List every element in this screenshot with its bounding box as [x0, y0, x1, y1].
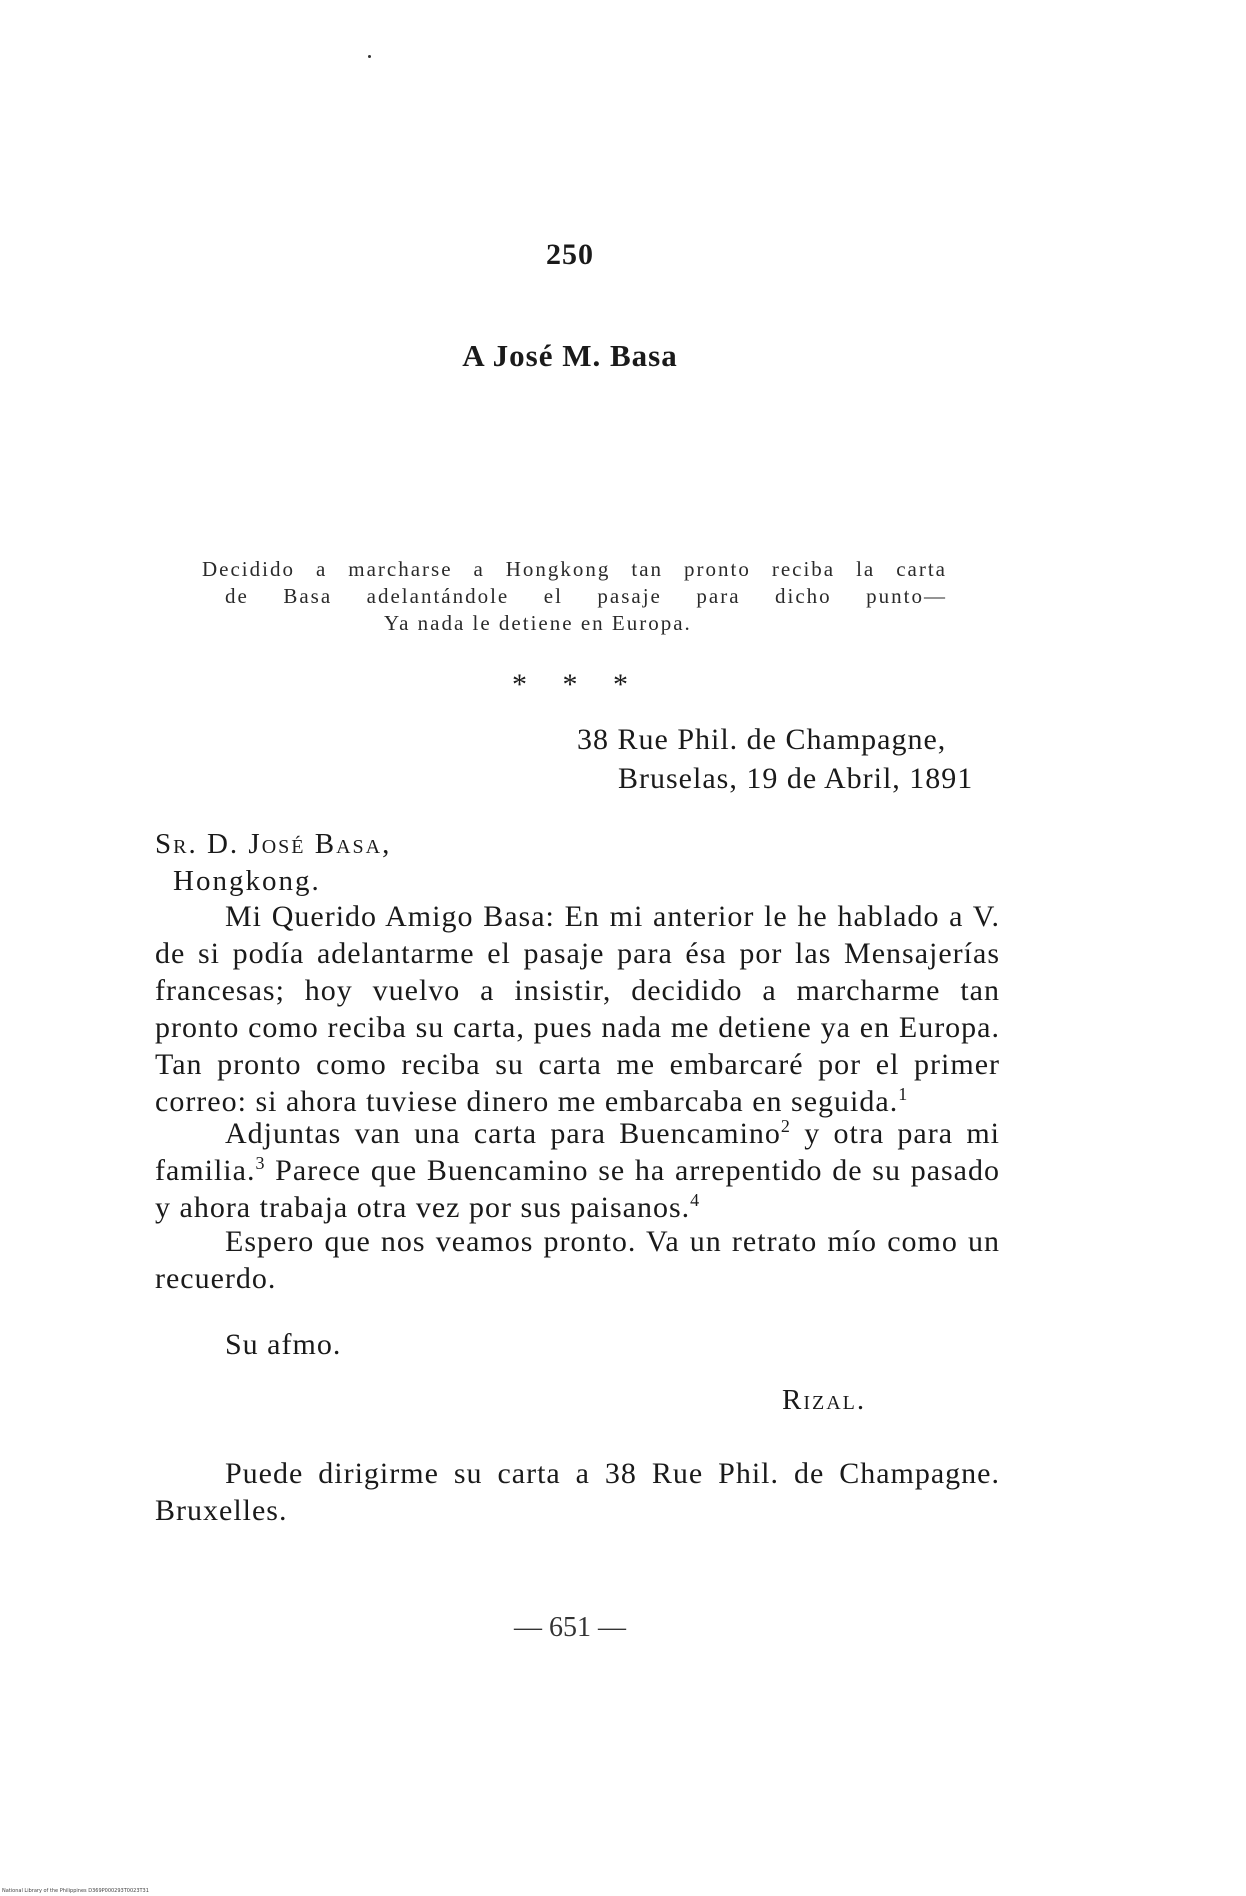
page-number: — 651 —: [514, 1612, 626, 1643]
scan-speck: [368, 55, 371, 58]
recipient-name: Sr. D. José Basa,: [155, 828, 392, 860]
letter-paragraph: [155, 1115, 1000, 1226]
letter-number: 250: [546, 238, 594, 271]
paragraph-text: y otra para mi familia.: [155, 1117, 1000, 1187]
address-street: 38 Rue Phil. de Champagne,: [577, 723, 947, 756]
footnote-marker: 1: [898, 1084, 909, 1104]
letter-summary: [202, 556, 947, 637]
signature: Rizal.: [782, 1384, 867, 1416]
summary-line: Decidido a marcharse a Hongkong tan pronto reciba la carta: [202, 557, 947, 581]
postscript: Puede dirigirme su carta a 38 Rue Phil. de Champagne. Bruxelles.: [155, 1457, 1000, 1527]
letter-paragraph: Espero que nos veamos pronto. Va un retrato mío como un recuerdo.: [155, 1225, 1000, 1295]
letter-paragraph: [155, 898, 1000, 1120]
footnote-marker: 3: [255, 1153, 266, 1173]
section-separator: * * *: [512, 668, 628, 701]
sender-address: [570, 720, 1000, 798]
summary-line: Ya nada le detiene en Europa.: [384, 611, 692, 635]
footnote-marker: 2: [780, 1116, 791, 1136]
letter-title: A José M. Basa: [462, 338, 678, 373]
paragraph-text: Parece que Buencamino se ha arrepentido de su pasado y ahora trabaja otra vez por sus paisanos.: [155, 1154, 1000, 1224]
paragraph-text: Mi Querido Amigo Basa: En mi anterior le he hablado a V. de si podía adelantarme el pasaje para ésa por las Mensajerías francesas; hoy vuelvo a insistir, decidido a marcharme tan pronto como reciba su carta, pues nada me detiene ya en Europa. Tan pronto como reciba su carta me embarcaré por el primer correo: si ahora tuviese dinero me embarcaba en seguida.: [155, 900, 1000, 1118]
closing: Su afmo.: [225, 1328, 342, 1361]
address-city-date: Bruselas, 19 de Abril, 1891: [618, 762, 974, 795]
paragraph-text: Adjuntas van una carta para Buencamino: [225, 1117, 781, 1150]
footer-credit: National Library of the Philippines D369P000293T0023T31: [2, 1888, 149, 1894]
footnote-marker: 4: [690, 1190, 701, 1210]
recipient: [155, 826, 391, 900]
recipient-city: Hongkong.: [173, 865, 321, 897]
summary-line: de Basa adelantándole el pasaje para dicho punto—: [225, 584, 947, 608]
